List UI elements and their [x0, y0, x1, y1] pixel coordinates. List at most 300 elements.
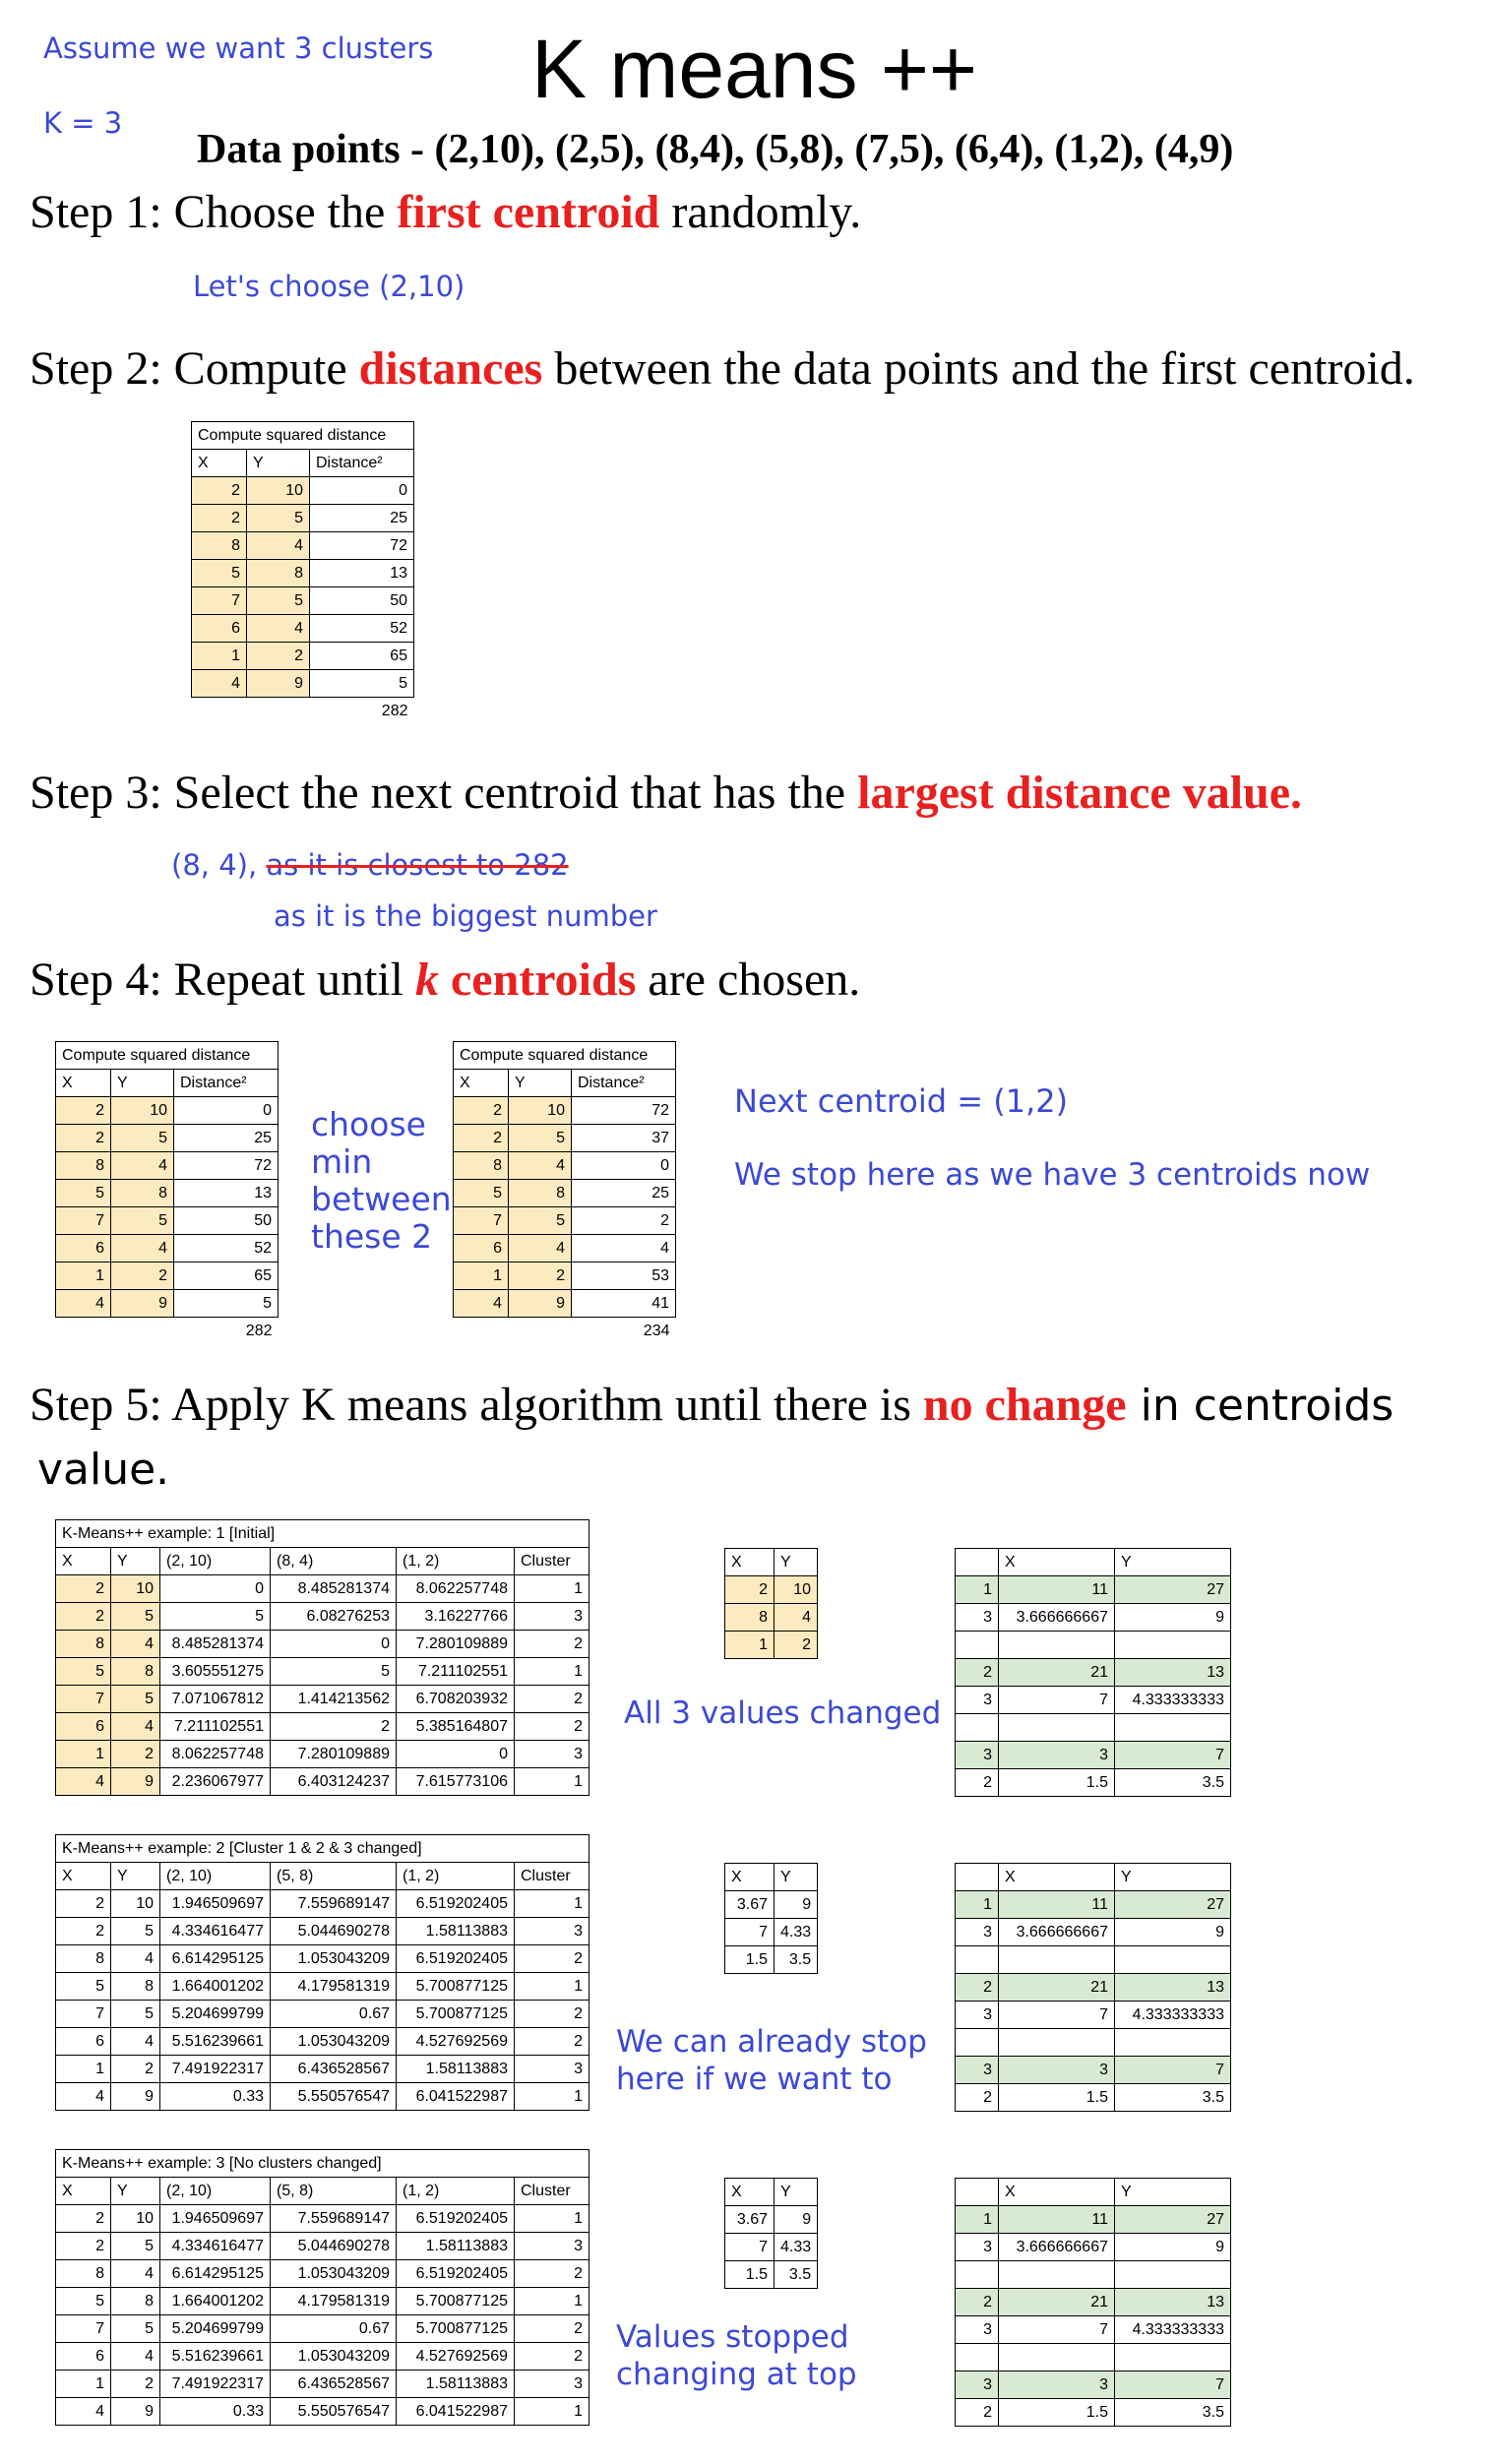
cluster-cell: 2	[515, 1945, 589, 1973]
x-cell: 1	[192, 643, 247, 670]
centroid-x: 2	[725, 1576, 775, 1604]
x-cell: 6	[56, 1235, 111, 1263]
table-row	[56, 1125, 279, 1152]
distance-c1-cell: 6.614295125	[160, 2260, 271, 2288]
table-row	[725, 1946, 818, 1974]
distance-c2-cell: 7.559689147	[271, 1890, 397, 1918]
blank-cell	[1115, 2344, 1231, 2372]
distance-c3-cell: 7.615773106	[397, 1768, 515, 1796]
table-row	[725, 1919, 818, 1946]
blank-cell	[956, 2261, 999, 2289]
y-cell: 5	[111, 1686, 160, 1713]
cluster-id-cell: 3	[956, 2002, 999, 2029]
distance-cell: 0	[572, 1152, 676, 1180]
table-row	[192, 477, 414, 505]
column-header	[956, 1549, 999, 1576]
cluster-cell: 3	[515, 1918, 589, 1945]
centroid-x: 1.5	[725, 2261, 775, 2289]
distance-c1-cell: 5.516239661	[160, 2343, 271, 2371]
iteration-title: K-Means++ example: 2 [Cluster 1 & 2 & 3 changed]	[56, 1835, 589, 1863]
table-row	[56, 2056, 589, 2083]
table-row	[956, 2206, 1231, 2234]
cluster-cell: 3	[515, 1741, 589, 1768]
iteration-table	[55, 2149, 589, 2426]
table-row	[56, 2260, 589, 2288]
x-cell: 7	[454, 1207, 509, 1235]
distance-cell: 65	[310, 643, 414, 670]
x-cell: 8	[56, 2260, 111, 2288]
x-cell: 6	[192, 615, 247, 643]
distance-cell: 52	[310, 615, 414, 643]
x-cell: 2	[454, 1097, 509, 1125]
distance-cell: 37	[572, 1125, 676, 1152]
x-cell: 4	[192, 670, 247, 698]
table-row	[192, 505, 414, 532]
table-row	[956, 1687, 1231, 1714]
spacer-row	[956, 1632, 1231, 1659]
y-cell: 9	[509, 1290, 572, 1318]
distance-c2-cell: 6.436528567	[271, 2371, 397, 2398]
iteration-note	[616, 2023, 927, 2098]
y-cell: 5	[247, 587, 310, 615]
centroid-y: 4.33	[775, 2234, 818, 2261]
distance-c1-cell: 7.491922317	[160, 2371, 271, 2398]
table-header-row	[725, 1549, 818, 1576]
distance-c2-cell: 6.403124237	[271, 1768, 397, 1796]
sum-x-cell: 1.5	[999, 2399, 1115, 2427]
x-cell: 2	[192, 477, 247, 505]
x-cell: 2	[56, 2233, 111, 2260]
table-row	[56, 1575, 589, 1603]
y-cell: 9	[111, 2398, 160, 2426]
column-header: (1, 2)	[397, 2178, 515, 2205]
centroid-y: 9	[775, 1891, 818, 1919]
cluster-id-cell: 3	[956, 2057, 999, 2084]
sum-x-cell: 7	[999, 2002, 1115, 2029]
blank-cell	[999, 2344, 1115, 2372]
distance-c2-cell: 1.053043209	[271, 2343, 397, 2371]
y-cell: 5	[111, 2315, 160, 2343]
blank-cell	[956, 1632, 999, 1659]
cluster-cell: 3	[515, 1603, 589, 1631]
page-title: K means ++	[531, 23, 977, 115]
step2-heading: Step 2: Compute distances between the data points and the first centroid.	[30, 342, 1415, 395]
table-row	[956, 2316, 1231, 2344]
column-header: X	[192, 450, 247, 477]
blank-cell	[1115, 1946, 1231, 1974]
column-header: Y	[111, 1863, 160, 1890]
centroid-y: 10	[775, 1576, 818, 1604]
centroid-y: 2	[775, 1632, 818, 1659]
cluster-id-cell: 2	[956, 1769, 999, 1797]
column-header: X	[56, 1548, 111, 1575]
centroid-y: 4.33	[775, 1919, 818, 1946]
y-cell: 4	[111, 1235, 174, 1263]
x-cell: 6	[454, 1235, 509, 1263]
step3-note-correction: as it is the biggest number	[274, 899, 657, 933]
distance-c1-cell: 0	[160, 1575, 271, 1603]
column-header: Y	[1115, 2179, 1231, 2206]
sum-x-cell: 3.666666667	[999, 1919, 1115, 1946]
column-header: (1, 2)	[397, 1863, 515, 1890]
table-row	[56, 2028, 589, 2056]
table-row	[56, 1768, 589, 1796]
y-cell: 10	[111, 1890, 160, 1918]
distance-c1-cell: 0.33	[160, 2398, 271, 2426]
x-cell: 2	[56, 1890, 111, 1918]
distance-c3-cell: 8.062257748	[397, 1575, 515, 1603]
squared-distance-table	[453, 1041, 676, 1344]
table-row	[56, 2083, 589, 2111]
x-cell: 5	[454, 1180, 509, 1207]
sum-y-cell: 27	[1115, 2206, 1231, 2234]
k-value-note: K = 3	[43, 106, 123, 140]
sum-y-cell: 7	[1115, 2372, 1231, 2399]
distance-c3-cell: 4.527692569	[397, 2028, 515, 2056]
cluster-cell: 1	[515, 2205, 589, 2233]
distance-c3-cell: 4.527692569	[397, 2343, 515, 2371]
column-header: Y	[775, 1864, 818, 1891]
table-row	[956, 1769, 1231, 1797]
blank-cell	[956, 2344, 999, 2372]
x-cell: 8	[454, 1152, 509, 1180]
table-row	[56, 1918, 589, 1945]
table-title-row	[56, 1520, 589, 1548]
table-row	[56, 1097, 279, 1125]
centroid-x: 3.67	[725, 2206, 775, 2234]
centroid-x: 1.5	[725, 1946, 775, 1974]
column-header: Y	[1115, 1864, 1231, 1891]
distance-c2-cell: 1.053043209	[271, 2028, 397, 2056]
distance-cell: 5	[174, 1290, 279, 1318]
spacer-row	[956, 2029, 1231, 2057]
column-header: Y	[111, 1070, 174, 1097]
x-cell: 8	[56, 1631, 111, 1658]
cluster-cell: 3	[515, 2056, 589, 2083]
table-header-row	[725, 2179, 818, 2206]
column-header: Y	[1115, 1549, 1231, 1576]
column-header: X	[999, 1549, 1115, 1576]
x-cell: 4	[56, 1768, 111, 1796]
sum-x-cell: 21	[999, 1659, 1115, 1687]
y-cell: 2	[509, 1263, 572, 1290]
sum-x-cell: 3.666666667	[999, 1604, 1115, 1632]
centroid-x: 7	[725, 1919, 775, 1946]
y-cell: 2	[111, 1741, 160, 1768]
distance-cell: 72	[572, 1097, 676, 1125]
distance-cell: 0	[310, 477, 414, 505]
table-row	[725, 2234, 818, 2261]
table-header-row	[56, 2178, 589, 2205]
cluster-id-cell: 3	[956, 2372, 999, 2399]
table-row	[56, 2001, 589, 2028]
centroid-table	[724, 1863, 818, 1974]
sum-x-cell: 3	[999, 1742, 1115, 1769]
column-header: Distance²	[572, 1070, 676, 1097]
column-header: X	[56, 1863, 111, 1890]
column-header: X	[454, 1070, 509, 1097]
y-cell: 4	[111, 1631, 160, 1658]
table-row	[956, 2289, 1231, 2316]
spacer-row	[956, 1946, 1231, 1974]
distance-cell: 25	[310, 505, 414, 532]
table-row	[956, 2084, 1231, 2112]
sum-x-cell: 7	[999, 1687, 1115, 1714]
iteration-note-line: We can already stop	[616, 2024, 927, 2060]
distance-c2-cell: 2	[271, 1713, 397, 1741]
distance-c2-cell: 4.179581319	[271, 2288, 397, 2315]
distance-c1-cell: 1.946509697	[160, 1890, 271, 1918]
cluster-cell: 2	[515, 1713, 589, 1741]
blank-cell	[956, 2029, 999, 2057]
cluster-id-cell: 2	[956, 2399, 999, 2427]
x-cell: 2	[56, 1125, 111, 1152]
cluster-cell: 1	[515, 1658, 589, 1686]
x-cell: 1	[56, 1263, 111, 1290]
blank-cell	[999, 1632, 1115, 1659]
y-cell: 8	[111, 1180, 174, 1207]
y-cell: 4	[111, 1945, 160, 1973]
y-cell: 4	[509, 1235, 572, 1263]
table-row	[56, 2205, 589, 2233]
cluster-id-cell: 1	[956, 1891, 999, 1919]
distance-c2-cell: 0.67	[271, 2001, 397, 2028]
sum-y-cell: 13	[1115, 1659, 1231, 1687]
table-row	[454, 1152, 676, 1180]
y-cell: 9	[111, 1290, 174, 1318]
y-cell: 9	[247, 670, 310, 698]
table-row	[725, 1576, 818, 1604]
sum-x-cell: 11	[999, 2206, 1115, 2234]
x-cell: 1	[56, 1741, 111, 1768]
table-header-row	[56, 1548, 589, 1575]
blank-cell	[247, 698, 310, 725]
table-title: Compute squared distance	[192, 422, 414, 450]
table-row	[192, 587, 414, 615]
step1-note: Let's choose (2,10)	[193, 270, 465, 303]
table-row	[192, 643, 414, 670]
squared-distance-table	[191, 421, 414, 724]
cluster-cell: 2	[515, 2260, 589, 2288]
blank-cell	[1115, 2261, 1231, 2289]
distance-c1-cell: 7.491922317	[160, 2056, 271, 2083]
table-row	[192, 560, 414, 587]
centroid-x: 1	[725, 1632, 775, 1659]
column-header: Y	[775, 2179, 818, 2206]
blank-cell	[956, 1946, 999, 1974]
table-row	[192, 615, 414, 643]
distance-c1-cell: 5.204699799	[160, 2001, 271, 2028]
cluster-id-cell: 3	[956, 1919, 999, 1946]
table-row	[56, 2343, 589, 2371]
x-cell: 7	[192, 587, 247, 615]
table-title: Compute squared distance	[454, 1042, 676, 1070]
distance-c3-cell: 1.58113883	[397, 2371, 515, 2398]
squared-distance-table	[55, 1041, 279, 1344]
cluster-id-cell: 2	[956, 2084, 999, 2112]
y-cell: 4	[247, 532, 310, 560]
cluster-cell: 1	[515, 2288, 589, 2315]
x-cell: 4	[454, 1290, 509, 1318]
table-row	[56, 2398, 589, 2426]
iteration-note-line: here if we want to	[616, 2062, 893, 2097]
cluster-sums-table	[955, 2178, 1231, 2427]
table-row	[56, 2371, 589, 2398]
distance-c1-cell: 4.334616477	[160, 1918, 271, 1945]
iteration-table	[55, 1834, 589, 2111]
y-cell: 5	[111, 1207, 174, 1235]
table-row	[454, 1207, 676, 1235]
x-cell: 5	[192, 560, 247, 587]
table-row	[56, 1263, 279, 1290]
y-cell: 8	[509, 1180, 572, 1207]
sum-x-cell: 3.666666667	[999, 2234, 1115, 2261]
distance-cell: 25	[572, 1180, 676, 1207]
blank-cell	[999, 1714, 1115, 1742]
cluster-cell: 3	[515, 2371, 589, 2398]
distance-c2-cell: 5	[271, 1658, 397, 1686]
next-centroid-note: Next centroid = (1,2)	[734, 1082, 1069, 1120]
distance-c1-cell: 1.664001202	[160, 1973, 271, 2001]
sum-x-cell: 1.5	[999, 2084, 1115, 2112]
distance-cell: 72	[310, 532, 414, 560]
table-row	[56, 1603, 589, 1631]
blank-cell	[111, 1318, 174, 1345]
cluster-id-cell: 3	[956, 1742, 999, 1769]
y-cell: 8	[111, 1658, 160, 1686]
sum-y-cell: 27	[1115, 1891, 1231, 1919]
column-header: X	[725, 2179, 775, 2206]
distance-cell: 41	[572, 1290, 676, 1318]
table-title-row	[56, 1835, 589, 1863]
y-cell: 2	[111, 2056, 160, 2083]
sum-x-cell: 1.5	[999, 1769, 1115, 1797]
distance-cell: 13	[174, 1180, 279, 1207]
table-row	[192, 532, 414, 560]
distance-c1-cell: 4.334616477	[160, 2233, 271, 2260]
sum-y-cell: 9	[1115, 1919, 1231, 1946]
distance-c2-cell: 6.08276253	[271, 1603, 397, 1631]
distance-c1-cell: 5	[160, 1603, 271, 1631]
y-cell: 4	[509, 1152, 572, 1180]
x-cell: 2	[56, 1603, 111, 1631]
distance-c2-cell: 5.550576547	[271, 2083, 397, 2111]
table-row	[56, 1207, 279, 1235]
sum-y-cell: 7	[1115, 2057, 1231, 2084]
table-row	[56, 1741, 589, 1768]
y-cell: 5	[111, 2001, 160, 2028]
cluster-id-cell: 3	[956, 2316, 999, 2344]
y-cell: 8	[111, 1973, 160, 2001]
table-row	[56, 1945, 589, 1973]
x-cell: 5	[56, 1973, 111, 2001]
table-row	[56, 1713, 589, 1741]
cluster-id-cell: 2	[956, 1974, 999, 2002]
blank-cell	[1115, 1632, 1231, 1659]
x-cell: 1	[454, 1263, 509, 1290]
table-row	[454, 1097, 676, 1125]
step1-heading: Step 1: Choose the first centroid randomly.	[30, 186, 862, 238]
sum-y-cell: 3.5	[1115, 2399, 1231, 2427]
distance-c3-cell: 3.16227766	[397, 1603, 515, 1631]
iteration-note	[624, 1694, 941, 1732]
distance-c1-cell: 7.071067812	[160, 1686, 271, 1713]
cluster-cell: 2	[515, 2028, 589, 2056]
table-row	[56, 1686, 589, 1713]
column-header: (2, 10)	[160, 2178, 271, 2205]
table-header-row	[454, 1070, 676, 1097]
distance-total: 282	[245, 1323, 273, 1339]
table-title-row	[192, 422, 414, 450]
x-cell: 1	[56, 2056, 111, 2083]
x-cell: 7	[56, 2001, 111, 2028]
column-header: X	[56, 2178, 111, 2205]
spacer-row	[956, 2261, 1231, 2289]
distance-c3-cell: 6.519202405	[397, 1890, 515, 1918]
distance-c1-cell: 7.211102551	[160, 1713, 271, 1741]
distance-c2-cell: 8.485281374	[271, 1575, 397, 1603]
y-cell: 5	[247, 505, 310, 532]
cluster-cell: 2	[515, 2001, 589, 2028]
table-row	[956, 1742, 1231, 1769]
sum-y-cell: 4.333333333	[1115, 2002, 1231, 2029]
sum-x-cell: 11	[999, 1576, 1115, 1604]
distance-c2-cell: 1.053043209	[271, 1945, 397, 1973]
table-row	[454, 1180, 676, 1207]
blank-cell	[999, 2029, 1115, 2057]
sum-y-cell: 4.333333333	[1115, 1687, 1231, 1714]
total-row	[192, 698, 414, 725]
table-header-row	[56, 1863, 589, 1890]
distance-c2-cell: 0	[271, 1631, 397, 1658]
x-cell: 6	[56, 2343, 111, 2371]
table-row	[56, 1973, 589, 2001]
sum-y-cell: 13	[1115, 2289, 1231, 2316]
table-header-row	[56, 1070, 279, 1097]
total-row	[56, 1318, 279, 1345]
step5-heading-line2: value.	[37, 1445, 170, 1495]
spacer-row	[956, 2344, 1231, 2372]
iteration-note-line: All 3 values changed	[624, 1695, 942, 1731]
table-header-row	[725, 1864, 818, 1891]
y-cell: 10	[111, 2205, 160, 2233]
x-cell: 4	[56, 2083, 111, 2111]
x-cell: 6	[56, 1713, 111, 1741]
column-header: (8, 4)	[271, 1548, 397, 1575]
table-row	[956, 1974, 1231, 2002]
cluster-cell: 1	[515, 1768, 589, 1796]
x-cell: 6	[56, 2028, 111, 2056]
table-row	[956, 2234, 1231, 2261]
column-header: X	[999, 1864, 1115, 1891]
centroid-y: 3.5	[775, 1946, 818, 1974]
distance-c2-cell: 5.044690278	[271, 2233, 397, 2260]
sum-y-cell: 13	[1115, 1974, 1231, 2002]
table-title-row	[454, 1042, 676, 1070]
table-header-row	[956, 1864, 1231, 1891]
column-header: Distance²	[174, 1070, 279, 1097]
cluster-cell: 1	[515, 1890, 589, 1918]
step3-note: (8, 4), as it is closest to 282	[171, 848, 569, 882]
sum-y-cell: 9	[1115, 2234, 1231, 2261]
distance-c3-cell: 5.385164807	[397, 1713, 515, 1741]
x-cell: 8	[56, 1152, 111, 1180]
table-header-row	[956, 2179, 1231, 2206]
column-header: Y	[247, 450, 310, 477]
x-cell: 5	[56, 1658, 111, 1686]
x-cell: 8	[192, 532, 247, 560]
column-header: Y	[509, 1070, 572, 1097]
